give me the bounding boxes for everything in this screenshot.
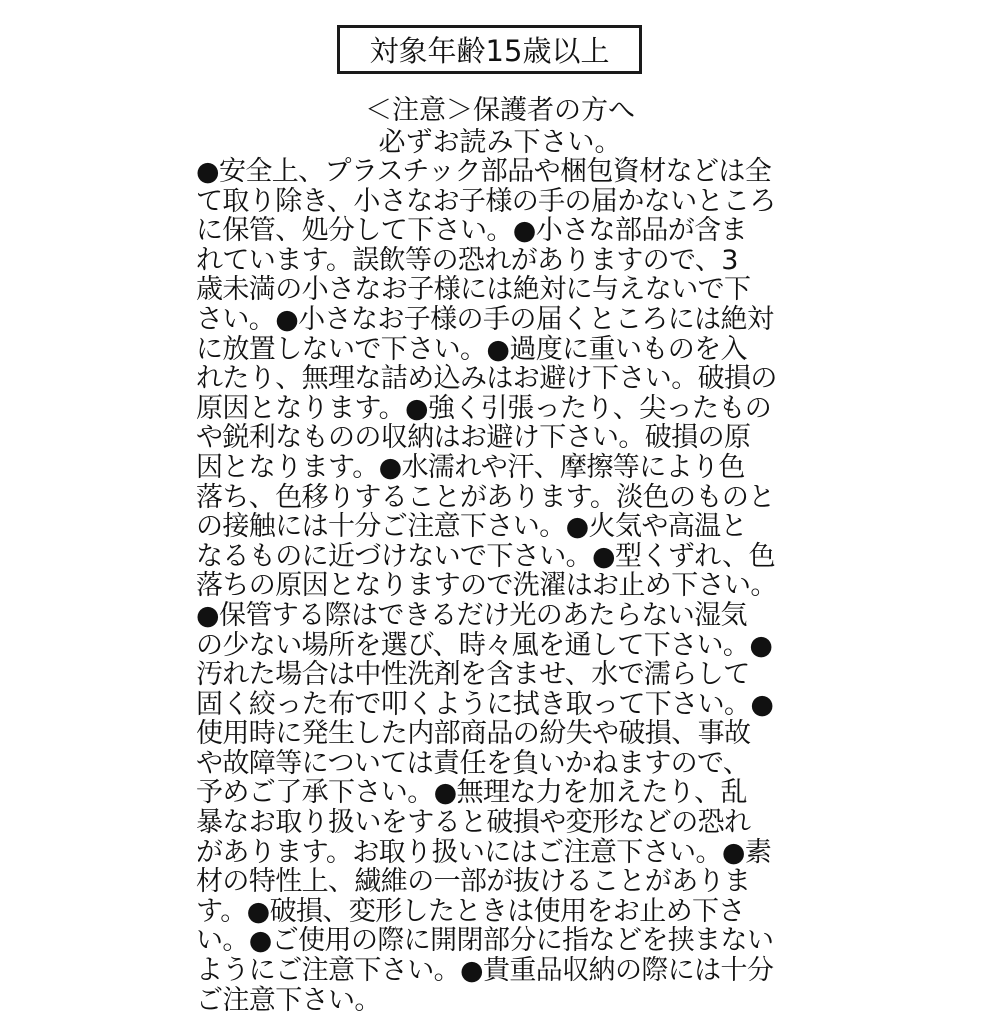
caution-text-line: 歳未満の小さなお子様には絶対に与えないで下 (196, 274, 751, 306)
caution-text-line: に放置しないで下さい。●過度に重いものを入 (196, 333, 747, 365)
caution-text-line: い。●ご使用の際に開閉部分に指などを挟まない (196, 925, 774, 957)
age-rating-box (337, 25, 642, 74)
caution-text-line: さい。●小さなお子様の手の届くところには絶対 (196, 303, 774, 335)
caution-text-line: ●保管する際はできるだけ光のあたらない湿気 (196, 599, 747, 631)
caution-text-line: 予めご了承下さい。●無理な力を加えたり、乱 (196, 777, 747, 809)
caution-text-line: 落ちの原因となりますので洗濯はお止め下さい。 (196, 570, 777, 602)
caution-text-line: 原因となります。●強く引張ったり、尖ったもの (196, 392, 772, 424)
caution-text-line: ●安全上、プラスチック部品や梱包資材などは全 (196, 156, 772, 187)
caution-text-line: 使用時に発生した内部商品の紛失や破損、事故 (196, 718, 751, 750)
notice-subheading: 必ずお読み下さい。 (378, 127, 622, 158)
caution-text-line: や故障等については責任を負いかねますので、 (196, 747, 750, 779)
caution-text-line: に保管、処分して下さい。●小さな部品が含ま (196, 215, 747, 247)
caution-text-line: 汚れた場合は中性洗剤を含ませ、水で濡らして (196, 659, 750, 691)
caution-text-line: の少ない場所を選び、時々風を通して下さい。● (196, 629, 773, 661)
caution-text-line: 落ち、色移りすることがあります。淡色のものと (196, 481, 775, 513)
notice-heading: ＜注意＞保護者の方へ (365, 95, 635, 126)
caution-text-line: なるものに近づけないで下さい。●型くずれ、色 (196, 540, 775, 572)
caution-text-line: ご注意下さい。 (196, 984, 381, 1016)
caution-text-line: て取り除き、小さなお子様の手の届かないところ (196, 185, 776, 217)
caution-text-line: 暴なお取り扱いをすると破損や変形などの恐れ (196, 807, 751, 839)
caution-text-line: 因となります。●水濡れや汗、摩擦等により色 (196, 451, 745, 483)
caution-text-line: や鋭利なものの収納はお避け下さい。破損の原 (196, 422, 751, 454)
caution-text-line: 固く絞った布で叩くように拭き取って下さい。● (196, 688, 774, 720)
caution-text-line: の接触には十分ご注意下さい。●火気や高温と (196, 511, 747, 543)
caution-text-line: す。●破損、変形したときは使用をお止め下さ (196, 895, 745, 927)
caution-text-line: があります。お取り扱いにはご注意下さい。●素 (196, 836, 772, 868)
caution-body (196, 157, 796, 1015)
caution-text-line: 材の特性上、繊維の一部が抜けることがありま (196, 866, 751, 898)
caution-text-line: れています。誤飲等の恐れがありますので、3 (196, 244, 738, 276)
caution-text-line: ようにご注意下さい。●貴重品収納の際には十分 (196, 955, 774, 987)
caution-text-line: れたり、無理な詰め込みはお避け下さい。破損の (196, 363, 777, 395)
age-rating-label: 対象年齢15歳以上 (369, 34, 610, 68)
